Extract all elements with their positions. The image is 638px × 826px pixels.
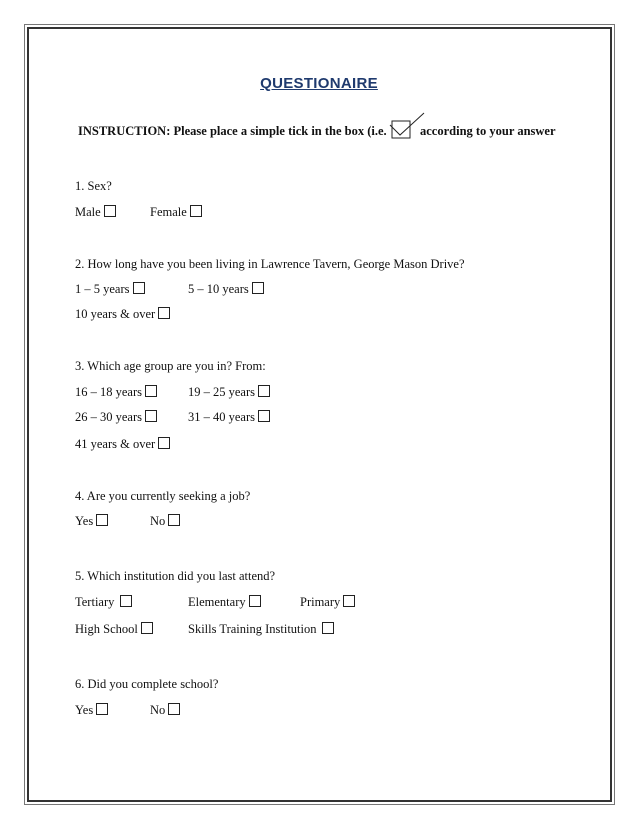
option-skills-training[interactable] xyxy=(188,622,334,637)
option-label: Elementary xyxy=(188,595,246,609)
option-label: Skills Training Institution xyxy=(188,622,317,636)
option-male[interactable] xyxy=(75,205,116,220)
checkbox[interactable] xyxy=(343,595,355,607)
checkbox[interactable] xyxy=(133,282,145,294)
checkbox[interactable] xyxy=(258,410,270,422)
instruction xyxy=(78,124,556,139)
question-4: 4. Are you currently seeking a job? xyxy=(75,489,251,503)
instruction-after: according to your answer xyxy=(420,124,556,138)
option-label: No xyxy=(150,514,166,528)
option-31-40-years[interactable] xyxy=(188,410,270,425)
option-5-10-years[interactable] xyxy=(188,282,264,297)
option-label: High School xyxy=(75,622,138,636)
checkbox[interactable] xyxy=(258,385,270,397)
instruction-text: INSTRUCTION: Please place a simple tick in the box (i.e. xyxy=(78,124,387,138)
question-2: 2. How long have you been living in Lawrence Tavern, George Mason Drive? xyxy=(75,257,465,271)
checkbox[interactable] xyxy=(120,595,132,607)
page-title: QUESTIONAIRE xyxy=(260,75,378,92)
option-1-5-years[interactable] xyxy=(75,282,145,297)
checkbox[interactable] xyxy=(252,282,264,294)
option-label: Male xyxy=(75,205,101,219)
checkbox[interactable] xyxy=(168,703,180,715)
option-no[interactable] xyxy=(150,514,180,529)
option-yes[interactable] xyxy=(75,514,108,529)
question-1: 1. Sex? xyxy=(75,179,112,193)
checkbox[interactable] xyxy=(141,622,153,634)
option-label: 5 – 10 years xyxy=(188,282,249,296)
option-label: Yes xyxy=(75,703,94,717)
option-label: Primary xyxy=(300,595,341,609)
question-5: 5. Which institution did you last attend? xyxy=(75,569,276,583)
option-yes[interactable] xyxy=(75,703,108,718)
option-label: Tertiary xyxy=(75,595,115,609)
option-16-18-years[interactable] xyxy=(75,385,157,400)
option-label: 10 years & over xyxy=(75,307,156,321)
option-primary[interactable] xyxy=(300,595,355,610)
checkbox[interactable] xyxy=(158,437,170,449)
option-elementary[interactable] xyxy=(188,595,261,610)
option-label: 41 years & over xyxy=(75,437,156,451)
checkbox[interactable] xyxy=(249,595,261,607)
option-label: 1 – 5 years xyxy=(75,282,130,296)
option-label: Female xyxy=(150,205,187,219)
question-6: 6. Did you complete school? xyxy=(75,677,219,691)
option-label: 31 – 40 years xyxy=(188,410,255,424)
option-label: 19 – 25 years xyxy=(188,385,255,399)
option-41-years-over[interactable] xyxy=(75,437,170,452)
option-label: 26 – 30 years xyxy=(75,410,142,424)
checkbox[interactable] xyxy=(322,622,334,634)
option-female[interactable] xyxy=(150,205,202,220)
option-label: No xyxy=(150,703,166,717)
checkbox[interactable] xyxy=(96,703,108,715)
checkbox[interactable] xyxy=(158,307,170,319)
option-no[interactable] xyxy=(150,703,180,718)
option-label: 16 – 18 years xyxy=(75,385,142,399)
checkbox[interactable] xyxy=(104,205,116,217)
checkbox[interactable] xyxy=(168,514,180,526)
checkbox[interactable] xyxy=(190,205,202,217)
option-high-school[interactable] xyxy=(75,622,153,637)
option-tertiary[interactable] xyxy=(75,595,132,610)
option-26-30-years[interactable] xyxy=(75,410,157,425)
checkbox[interactable] xyxy=(96,514,108,526)
question-3: 3. Which age group are you in? From: xyxy=(75,359,266,373)
checkbox[interactable] xyxy=(145,385,157,397)
option-label: Yes xyxy=(75,514,94,528)
checkbox[interactable] xyxy=(145,410,157,422)
option-10-years-over[interactable] xyxy=(75,307,170,322)
option-19-25-years[interactable] xyxy=(188,385,270,400)
